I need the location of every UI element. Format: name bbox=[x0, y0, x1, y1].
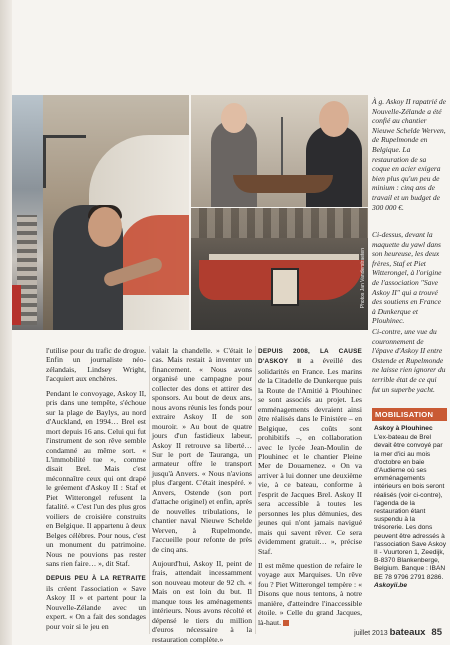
brother-left-head bbox=[221, 103, 247, 133]
sidebar-site-link[interactable]: Askoyii.be bbox=[374, 581, 407, 589]
sidebar-heading: MOBILISATION bbox=[372, 408, 447, 421]
end-mark-icon bbox=[283, 620, 289, 626]
article-text: Il est même question de refaire le voyage aux Marquises. Un rêve fou ? Piet Witterongel tempère : « Disons que nous tentons, à notre manière, d'atteindre l'inaccessible étoile. » Celle du grand Jacques, là-haut. bbox=[258, 560, 362, 627]
model-yacht bbox=[233, 175, 333, 193]
article-paragraph bbox=[258, 561, 362, 627]
caption-top: À g. Askoy II rapatrié de Nouvelle-Zélande a été confié au chantier Nieuwe Schelde Werven, de Rupelmonde en Belgique. La restauration de sa coque en acier exigera bien plus qu'un peu de minium : cinq ans de travail et un budget de 300 000 €. bbox=[372, 97, 447, 212]
left-photo-strip bbox=[12, 95, 43, 330]
worker-head bbox=[88, 207, 122, 247]
article-paragraph: Aujourd'hui, Askoy II, peint de frais, attendait incessamment son nouveau moteur de 92 ch. « Mais on est loin du but. Il manque tous les aménagements intérieurs. Nous avons récolté et dépensé le tiers du million d'euros nécessaire à la restauration complète.» bbox=[152, 558, 252, 644]
article-paragraph: Pendant le convoyage, Askoy II, pris dans une tempête, s'échoue sur la plage de Baylys, au nord d'Auckland, en 1994… Brel est mort depuis 16 ans. Celui qui fut l'instrument de son rêve semble condamné au même sort. « L'immobilité tue », comme disait Brel. Mais c'est méconnaître ceux qui ont drapé le gréement d'Askoy II : Staf et Piet Witterongel refusent la fatalité. « C'est l'un des plus gros voiliers de croisière construits en Belgique. Il appartenu à deux Belges célèbres. Pour nous, c'est un monument du patrimoine. Nous ne pouvions pas rester sans rien faire… », dit Staf. bbox=[46, 388, 146, 568]
banner-flag bbox=[271, 268, 299, 306]
photo-credit: Photos Jan Vanderstraeten bbox=[360, 248, 366, 309]
section-kicker: DEPUIS 2008, LA CAUSE D'ASKOY II bbox=[258, 348, 362, 366]
page-gutter bbox=[0, 0, 12, 645]
brother-right-head bbox=[319, 101, 349, 137]
article-column-1 bbox=[46, 346, 146, 636]
page-number: 85 bbox=[431, 627, 442, 638]
article-text: a éveillé des solidarités en France. Les marins de la Citadelle de Dunkerque puis la Route de l'Amitié à Plouhinec se sont associés au projet. Les emménagements devraient ainsi être réalisés dans le Finistère – en Belgique, ces coûts sont prohibitifs –, en collaboration avec le lycée Jean-Moulin de Plouhinec et le chantier Pleine Mer de Douarnenez. « On va arriver à lui donner une deuxième vie, à ce bateau, conforme à l'esprit de Jacques Brel. Askoy II sera accessible à toutes les personnes les plus démunies, des jeunes qui n'ont jamais navigué mais qui savent rêver. Ce sera évidemment gratuit… », précise Staf. bbox=[258, 356, 362, 556]
photo-worker-painting-hull bbox=[43, 95, 189, 330]
article-paragraph bbox=[258, 346, 362, 556]
section-kicker: DEPUIS PEU À LA RETRAITE bbox=[46, 575, 146, 583]
column-rule-1 bbox=[149, 346, 150, 634]
scaffold-detail bbox=[43, 135, 86, 188]
article-column-3 bbox=[258, 346, 362, 636]
hull-red-paint bbox=[119, 215, 189, 295]
photo-brothers-with-model bbox=[191, 95, 368, 207]
brother-right bbox=[306, 125, 362, 207]
caption-bottom: Ci-contre, une vue du couronnement de l'épave d'Askoy II entre Ostende et Rupelmonde ne laisse rien ignorer du terrible état de ce qui fut un superbe yacht. bbox=[372, 327, 446, 394]
article-column-2 bbox=[152, 346, 252, 644]
column-rule-2 bbox=[255, 346, 256, 634]
caption-middle: Ci-dessus, devant la maquette du yawl dans son heureuse, les deux frères, Staf et Piet Witterongel, à l'origine de l'association "Save Askoy II" qui a trouvé des soutiens en France à Dunkerque et Plouhinec. bbox=[372, 230, 442, 326]
sidebar-title: Askoy à Plouhinec bbox=[374, 425, 433, 432]
sidebar-body: L'ex-bateau de Brel devait être convoyé par la mer d'ici au mois d'octobre en baie d'Audierne où ses emménagements intérieurs en bois seront réalisés (voir ci-contre), l'agenda de la restauration étant suspendu à la trésorerie. Les dons peuvent être adressés à l'association Save Askoy II - Vuurtoren 1, Zeedijk, B-8370 Blankenberge, Belgium. Banque : IBAN BE 78 9796 2791 8286. bbox=[374, 434, 446, 581]
photo-red-boat-hangar bbox=[191, 208, 368, 330]
article-paragraph: l'utilise pour du trafic de drogue. Enfin un journaliste néo-zélandais, Lindsey Wright, l'acquiert aux enchères. bbox=[46, 346, 146, 384]
magazine-brand: bateaux bbox=[389, 627, 426, 638]
model-mast bbox=[281, 117, 283, 177]
brother-left bbox=[211, 120, 257, 207]
hangar-roof bbox=[191, 208, 368, 238]
issue-date: juillet 2013 bbox=[354, 630, 388, 637]
red-hull-detail bbox=[12, 285, 21, 325]
article-text: ils créent l'association « Save Askoy II » et partent pour la Nouvelle-Zélande avec un expert. « On a fait des sondages pour voir si le jeu en bbox=[46, 583, 146, 631]
article-paragraph bbox=[46, 573, 146, 631]
page-footer bbox=[354, 627, 442, 638]
sidebar-box bbox=[374, 425, 446, 590]
article-paragraph: valait la chandelle. » C'était le cas. Mais restait à inventer un financement. « Nous avons organisé une campagne pour collecter des dons et attirer des sponsors. Au bout de deux ans, nous avons réunis les fonds pour extraire Askoy II de son mouroir. » Au bout de quatre jours d'un fastidieux labeur, Askoy II retrouve sa liberté… Sur le port de Tauranga, un armateur offre le transport jusqu'à Anvers. « Nous n'avions plus d'argent. C'était inespéré. » Anvers, Ostende (son port d'attache originel) et enfin, après de nouvelles tribulations, le chantier naval Nieuwe Schelde Werven, à Rupelmonde, l'accueille pour refonte de près de cinq ans. bbox=[152, 346, 252, 554]
